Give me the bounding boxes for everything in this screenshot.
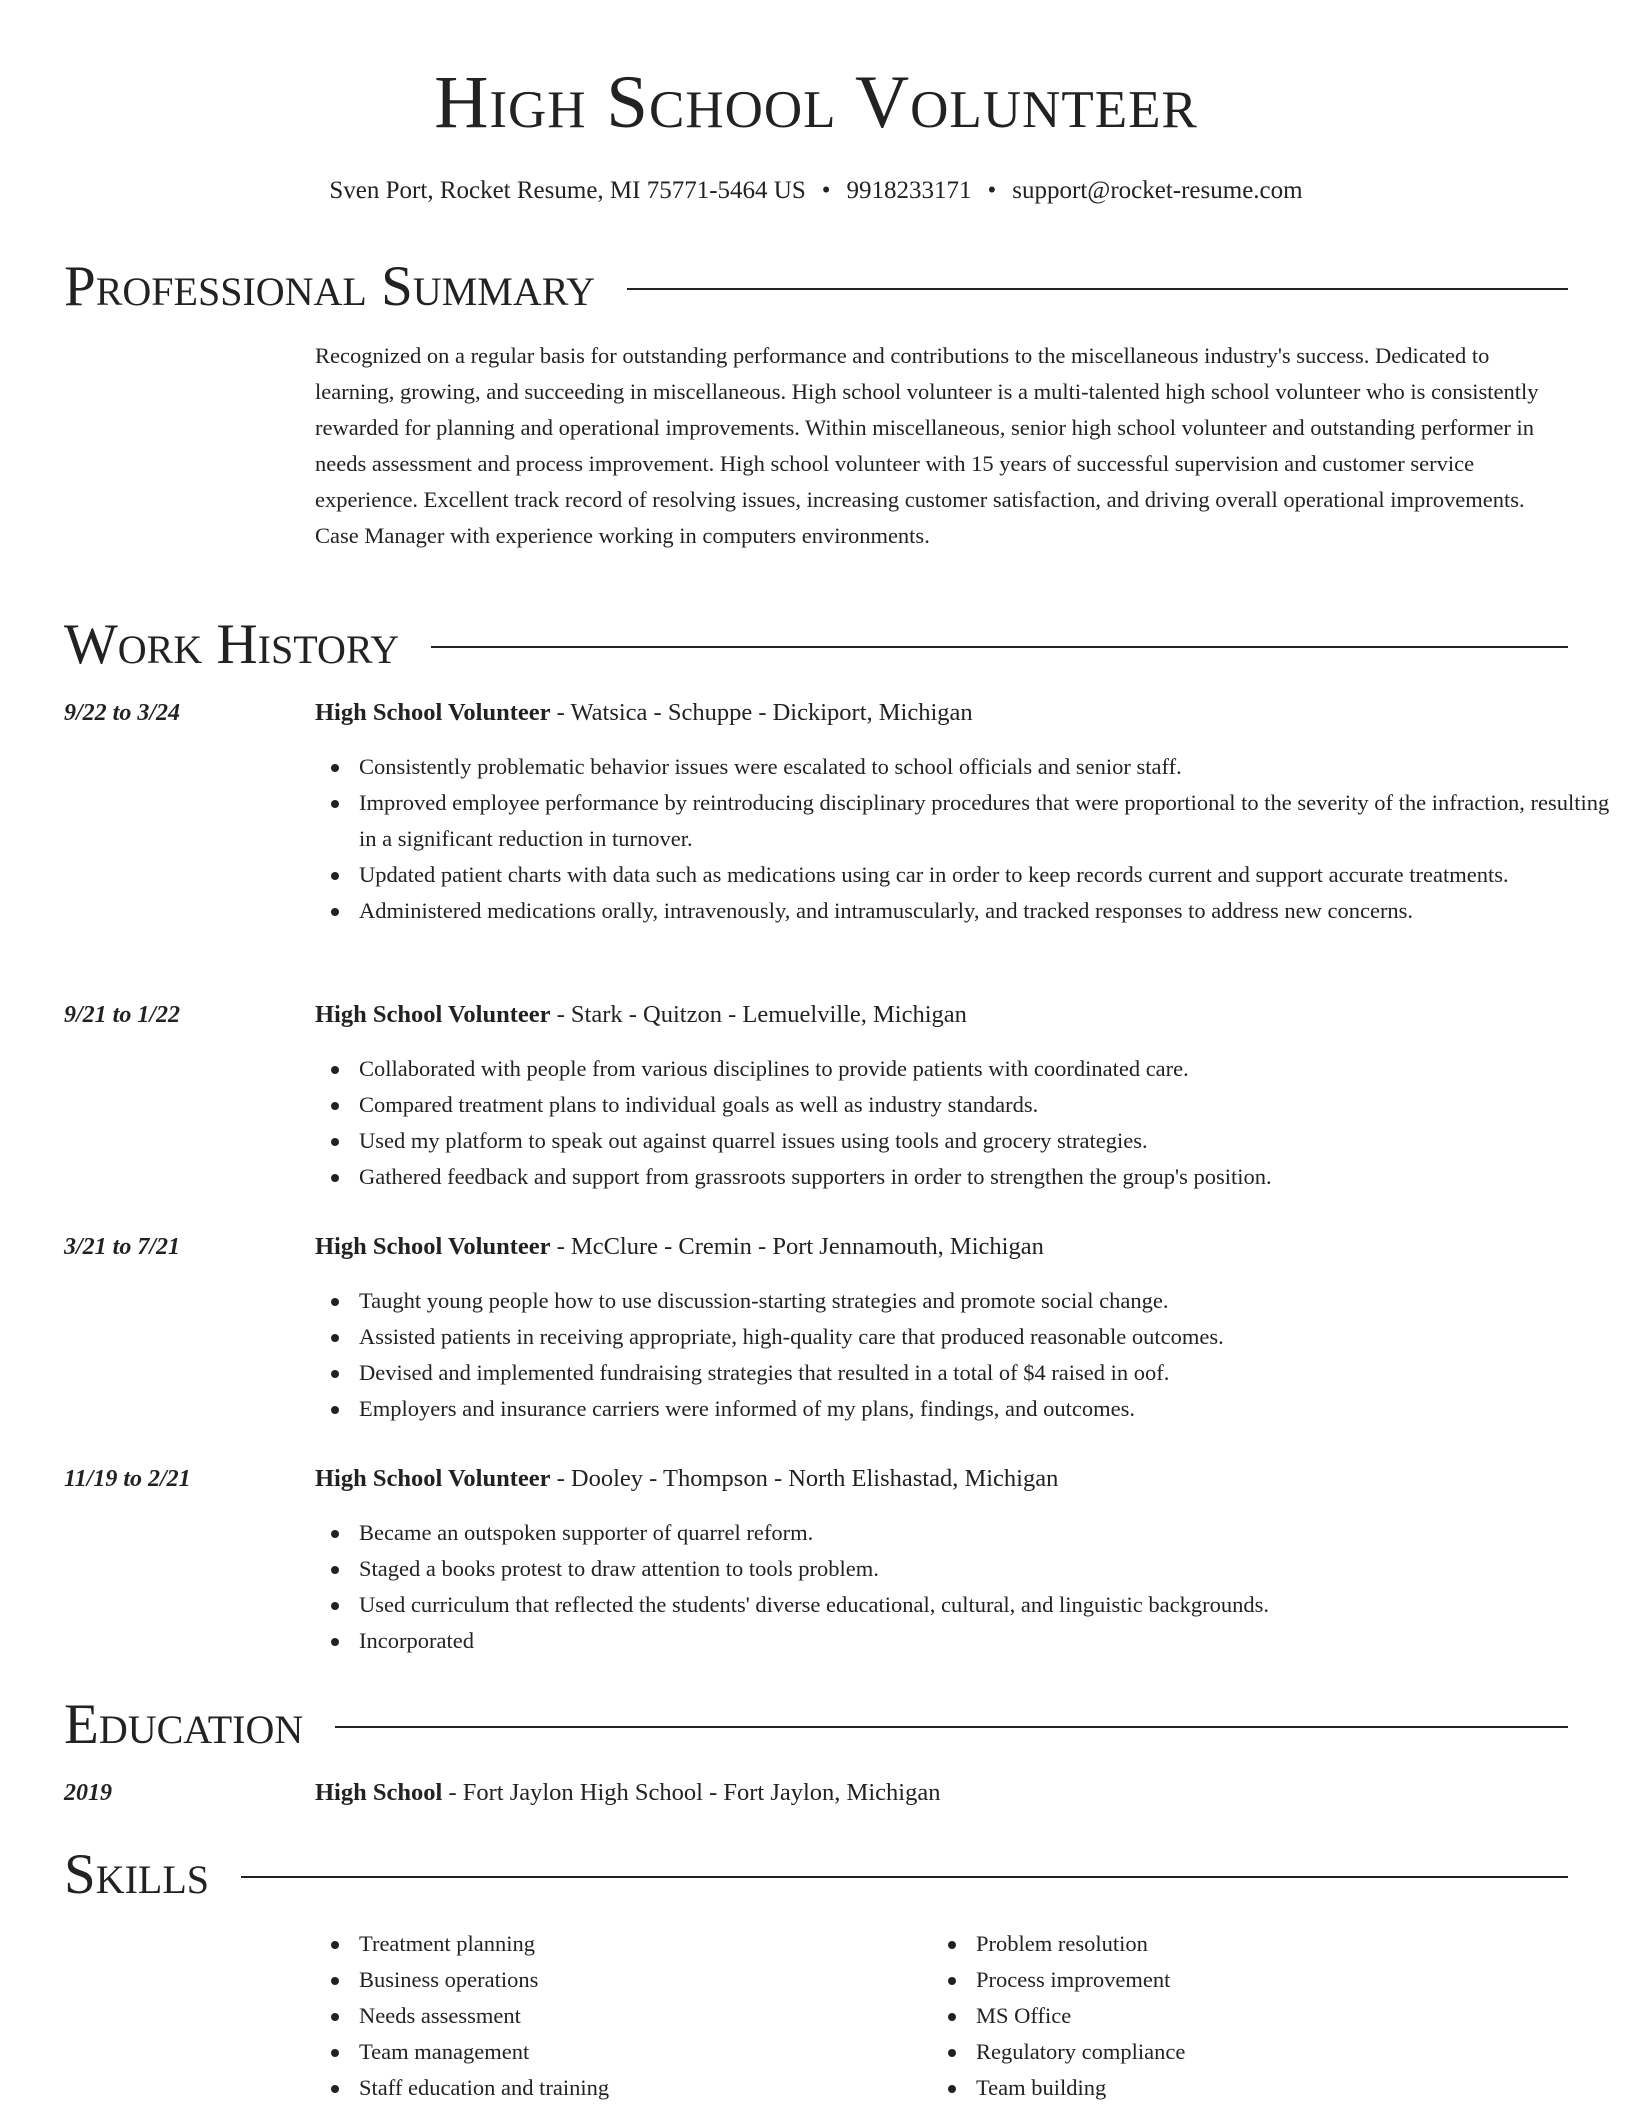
education-school: - Fort Jaylon High School - Fort Jaylon, Michigan — [442, 1779, 941, 1806]
job-dates: 3/21 to 7/21 — [64, 1234, 181, 1260]
section-divider — [241, 1876, 1568, 1878]
job-bullet: Staged a books protest to draw attention to tools problem. — [359, 1551, 1614, 1587]
skill-item: Problem resolution — [976, 1926, 1496, 1962]
work-section-title: Work History — [64, 613, 400, 676]
skill-item: Needs assessment — [359, 1998, 879, 2034]
contact-separator: • — [821, 177, 831, 204]
skill-item: Treatment planning — [359, 1926, 879, 1962]
job-bullet: Updated patient charts with data such as medications using car in order to keep records current and support accurate treatments. — [359, 857, 1614, 893]
skill-item: Team management — [359, 2034, 879, 2070]
contact-line — [0, 175, 1632, 207]
job-role: High School Volunteer — [315, 1233, 551, 1260]
job-role: High School Volunteer — [315, 699, 551, 726]
contact-address: Sven Port, Rocket Resume, MI 75771-5464 US — [329, 177, 806, 204]
education-degree: High School — [315, 1779, 443, 1806]
job-dates: 9/21 to 1/22 — [64, 1002, 181, 1028]
section-divider — [627, 288, 1568, 290]
job-employer: - Watsica - Schuppe - Dickiport, Michigan — [550, 699, 973, 726]
job-bullet: Improved employee performance by reintroducing disciplinary procedures that were proportional to the severity of the infraction, resulting in a significant reduction in turnover. — [359, 785, 1614, 857]
skills-list-right — [932, 1926, 1496, 2106]
job-bullet: Devised and implemented fundraising strategies that resulted in a total of $4 raised in oof. — [359, 1355, 1614, 1391]
job-bullet: Collaborated with people from various disciplines to provide patients with coordinated care. — [359, 1051, 1614, 1087]
job-bullet: Used curriculum that reflected the students' diverse educational, cultural, and linguistic backgrounds. — [359, 1587, 1614, 1623]
job-bullet: Compared treatment plans to individual goals as well as industry standards. — [359, 1087, 1614, 1123]
job-bullet: Gathered feedback and support from grassroots supporters in order to strengthen the group's position. — [359, 1159, 1614, 1195]
job-employer: - Dooley - Thompson - North Elishastad, Michigan — [550, 1465, 1059, 1492]
skill-item: Business operations — [359, 1962, 879, 1998]
job-bullets — [315, 749, 1614, 929]
job-bullet: Assisted patients in receiving appropriate, high-quality care that produced reasonable outcomes. — [359, 1319, 1614, 1355]
job-bullet: Administered medications orally, intravenously, and intramuscularly, and tracked responses to address new concerns. — [359, 893, 1614, 929]
job-bullets — [315, 1515, 1614, 1659]
education-section-header — [64, 1690, 1568, 1760]
job-title-line — [315, 695, 973, 731]
skills-section-title: Skills — [64, 1843, 210, 1906]
job-employer: - Stark - Quitzon - Lemuelville, Michigan — [550, 1001, 967, 1028]
job-dates: 11/19 to 2/21 — [64, 1466, 191, 1492]
job-bullet: Employers and insurance carriers were informed of my plans, findings, and outcomes. — [359, 1391, 1614, 1427]
job-bullet: Used my platform to speak out against quarrel issues using tools and grocery strategies. — [359, 1123, 1614, 1159]
skills-list-left — [315, 1926, 879, 2106]
job-employer: - McClure - Cremin - Port Jennamouth, Michigan — [550, 1233, 1044, 1260]
work-section-header — [64, 610, 1568, 680]
job-title-line — [315, 1461, 1058, 1497]
job-dates: 9/22 to 3/24 — [64, 700, 181, 726]
summary-section-header — [64, 252, 1568, 322]
skill-item: Regulatory compliance — [976, 2034, 1496, 2070]
job-bullets — [315, 1051, 1614, 1195]
skill-item: MS Office — [976, 1998, 1496, 2034]
education-year: 2019 — [64, 1780, 112, 1806]
job-title-line — [315, 997, 967, 1033]
contact-phone: 9918233171 — [846, 177, 972, 204]
skill-item: Process improvement — [976, 1962, 1496, 1998]
job-bullet: Consistently problematic behavior issues were escalated to school officials and senior staff. — [359, 749, 1614, 785]
summary-text: Recognized on a regular basis for outstanding performance and contributions to the miscellaneous industry's success. Dedicated to learning, growing, and succeeding in miscellaneous. High school volunteer is a multi-talented high school volunteer who is consistently rewarded for planning and operational improvements. Within miscellaneous, senior high school volunteer and outstanding performer in needs assessment and process improvement. High school volunteer with 15 years of successful supervision and customer service experience. Excellent track record of resolving issues, increasing customer satisfaction, and driving overall operational improvements. Case Manager with experience working in computers environments. — [315, 343, 1539, 548]
section-divider — [431, 646, 1568, 648]
job-bullet: Incorporated — [359, 1623, 1614, 1659]
skill-item: Team building — [976, 2070, 1496, 2106]
contact-separator: • — [987, 177, 997, 204]
resume-name: High School Volunteer — [434, 61, 1198, 144]
skill-item: Staff education and training — [359, 2070, 879, 2106]
contact-email: support@rocket-resume.com — [1012, 177, 1303, 204]
job-title-line — [315, 1229, 1044, 1265]
job-bullet: Taught young people how to use discussion-starting strategies and promote social change. — [359, 1283, 1614, 1319]
job-bullet: Became an outspoken supporter of quarrel reform. — [359, 1515, 1614, 1551]
job-role: High School Volunteer — [315, 1001, 551, 1028]
education-section-title: Education — [64, 1693, 304, 1756]
job-bullets — [315, 1283, 1614, 1427]
education-title-line — [315, 1775, 940, 1811]
skills-section-header — [64, 1840, 1568, 1910]
section-divider — [335, 1726, 1568, 1728]
summary-section-title: Professional Summary — [64, 255, 596, 318]
job-role: High School Volunteer — [315, 1465, 551, 1492]
